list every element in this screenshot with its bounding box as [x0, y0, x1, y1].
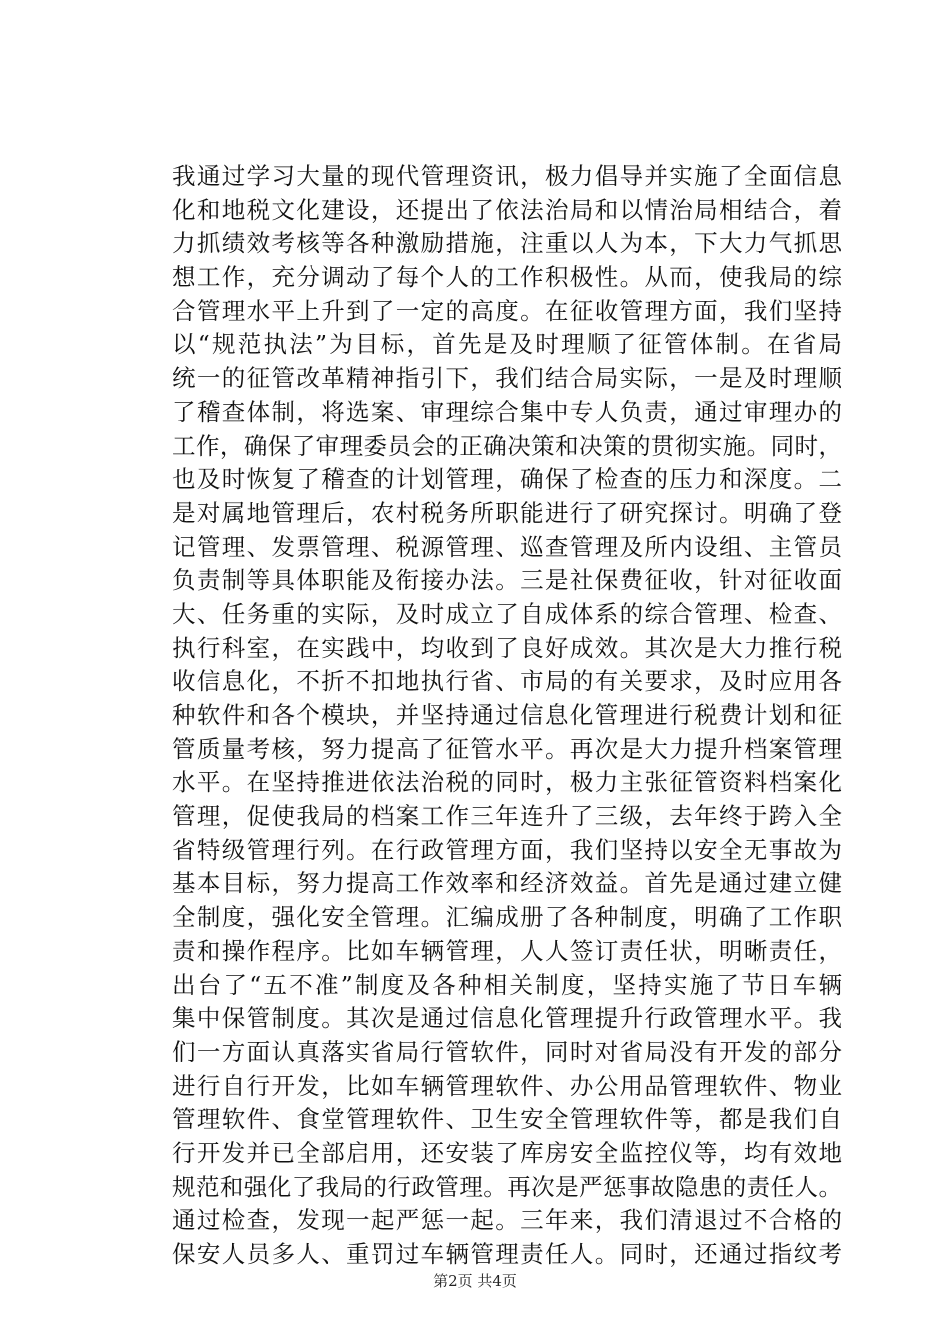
- text-line: 收信息化，不折不扣地执行省、市局的有关要求，及时应用各: [172, 667, 842, 696]
- text-line: 们一方面认真落实省局行管软件，同时对省局没有开发的部分: [172, 1037, 842, 1066]
- text-line: 通过检查，发现一起严惩一起。三年来，我们清退过不合格的: [172, 1206, 842, 1235]
- text-line: 管理软件、食堂管理软件、卫生安全管理软件等，都是我们自: [172, 1105, 842, 1134]
- text-line: 集中保管制度。其次是通过信息化管理提升行政管理水平。我: [172, 1004, 842, 1033]
- text-line: 全制度，强化安全管理。汇编成册了各种制度，明确了工作职: [172, 903, 842, 932]
- text-line: 进行自行开发，比如车辆管理软件、办公用品管理软件、物业: [172, 1071, 842, 1100]
- page-footer: 第2页 共4页: [433, 1272, 517, 1290]
- text-line: 了稽查体制，将选案、审理综合集中专人负责，通过审理办的: [172, 397, 842, 426]
- text-line: 规范和强化了我局的行政管理。再次是严惩事故隐患的责任人。: [172, 1172, 842, 1201]
- text-line: 负责制等具体职能及衔接办法。三是社保费征收，针对征收面: [172, 566, 842, 595]
- text-line: 合管理水平上升到了一定的高度。在征收管理方面，我们坚持: [172, 296, 842, 325]
- text-line: 种软件和各个模块，并坚持通过信息化管理进行税费计划和征: [172, 701, 842, 729]
- text-line: 责和操作程序。比如车辆管理，人人签订责任状，明晰责任，: [172, 936, 842, 965]
- text-line: 我通过学习大量的现代管理资讯，极力倡导并实施了全面信息: [172, 162, 842, 190]
- text-line: 管理，促使我局的档案工作三年连升了三级，去年终于跨入全: [172, 802, 842, 831]
- text-line: 出台了“五不准”制度及各种相关制度，坚持实施了节日车辆: [172, 970, 842, 999]
- text-line: 工作，确保了审理委员会的正确决策和决策的贯彻实施。同时，: [172, 431, 842, 460]
- text-line: 大、任务重的实际，及时成立了自成体系的综合管理、检查、: [172, 599, 842, 628]
- text-line: 执行科室，在实践中，均收到了良好成效。其次是大力推行税: [172, 633, 842, 662]
- text-line: 管质量考核，努力提高了征管水平。再次是大力提升档案管理: [172, 734, 842, 763]
- body-text: [172, 160, 842, 1272]
- text-line: 是对属地管理后，农村税务所职能进行了研究探讨。明确了登: [172, 498, 842, 527]
- text-line: 想工作，充分调动了每个人的工作积极性。从而，使我局的综: [172, 263, 842, 292]
- text-line: 也及时恢复了稽查的计划管理，确保了检查的压力和深度。二: [172, 465, 842, 494]
- text-line: 以“规范执法”为目标，首先是及时理顺了征管体制。在省局: [172, 330, 842, 359]
- text-line: 力抓绩效考核等各种激励措施，注重以人为本，下大力气抓思: [172, 229, 842, 258]
- text-line: 行开发并已全部启用，还安装了库房安全监控仪等，均有效地: [172, 1138, 842, 1167]
- text-line: 省特级管理行列。在行政管理方面，我们坚持以安全无事故为: [172, 835, 842, 864]
- text-line: 保安人员多人、重罚过车辆管理责任人。同时，还通过指纹考: [172, 1240, 842, 1268]
- text-line: 化和地税文化建设，还提出了依法治局和以情治局相结合，着: [172, 195, 842, 224]
- text-line: 记管理、发票管理、税源管理、巡查管理及所内设组、主管员: [172, 532, 842, 561]
- text-line: 统一的征管改革精神指引下，我们结合局实际，一是及时理顺: [172, 364, 842, 393]
- text-line: 水平。在坚持推进依法治税的同时，极力主张征管资料档案化: [172, 768, 842, 797]
- text-line: 基本目标，努力提高工作效率和经济效益。首先是通过建立健: [172, 869, 842, 898]
